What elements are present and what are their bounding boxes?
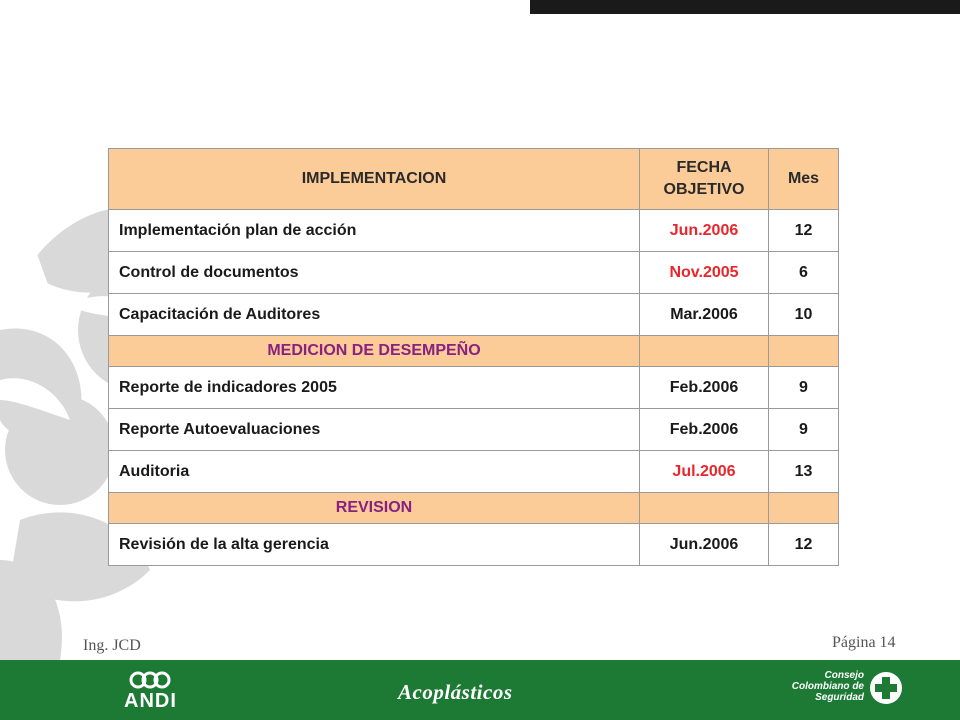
task-cell: Implementación plan de acción [109, 210, 640, 252]
date-cell: Mar.2006 [640, 294, 769, 336]
author-label: Ing. JCD [83, 637, 141, 654]
date-cell: Nov.2005 [640, 252, 769, 294]
date-cell: Jun.2006 [640, 524, 769, 566]
table-row [109, 409, 839, 451]
date-cell [640, 493, 769, 524]
ccs-logo-text [768, 670, 864, 703]
month-cell: 10 [769, 294, 839, 336]
month-cell: 9 [769, 367, 839, 409]
table-row [109, 524, 839, 566]
table-row [109, 210, 839, 252]
month-cell: 13 [769, 451, 839, 493]
section-row-medicion [109, 336, 839, 367]
table-row [109, 451, 839, 493]
andi-logo-text: ANDI [124, 690, 177, 712]
date-cell: Feb.2006 [640, 409, 769, 451]
month-cell [769, 493, 839, 524]
section-title: MEDICION DE DESEMPEÑO [109, 336, 640, 367]
section-row-revision [109, 493, 839, 524]
ccs-line-1: Consejo [824, 670, 864, 681]
safety-cross-icon [868, 670, 904, 706]
month-cell: 9 [769, 409, 839, 451]
task-cell: Revisión de la alta gerencia [109, 524, 640, 566]
header-mes: Mes [769, 149, 839, 210]
date-cell [640, 336, 769, 367]
task-cell: Auditoria [109, 451, 640, 493]
month-cell: 12 [769, 210, 839, 252]
page-number: Página 14 [832, 634, 896, 651]
table-row [109, 252, 839, 294]
task-cell: Reporte Autoevaluaciones [109, 409, 640, 451]
acoplasticos-logo: Acoplásticos [398, 680, 513, 704]
ccs-line-3: Seguridad [815, 692, 864, 703]
month-cell: 12 [769, 524, 839, 566]
date-cell: Feb.2006 [640, 367, 769, 409]
month-cell [769, 336, 839, 367]
date-cell: Jun.2006 [640, 210, 769, 252]
top-dark-bar [530, 0, 960, 14]
task-cell: Capacitación de Auditores [109, 294, 640, 336]
header-implementacion: IMPLEMENTACION [109, 149, 640, 210]
ccs-line-2: Colombiano de [791, 681, 864, 692]
table-row [109, 367, 839, 409]
table-row [109, 294, 839, 336]
section-title: REVISION [109, 493, 640, 524]
task-cell: Reporte de indicadores 2005 [109, 367, 640, 409]
header-fecha-objetivo: FECHA OBJETIVO [640, 149, 769, 210]
implementation-table [108, 148, 839, 566]
date-cell: Jul.2006 [640, 451, 769, 493]
task-cell: Control de documentos [109, 252, 640, 294]
table-header-row [109, 149, 839, 210]
month-cell: 6 [769, 252, 839, 294]
